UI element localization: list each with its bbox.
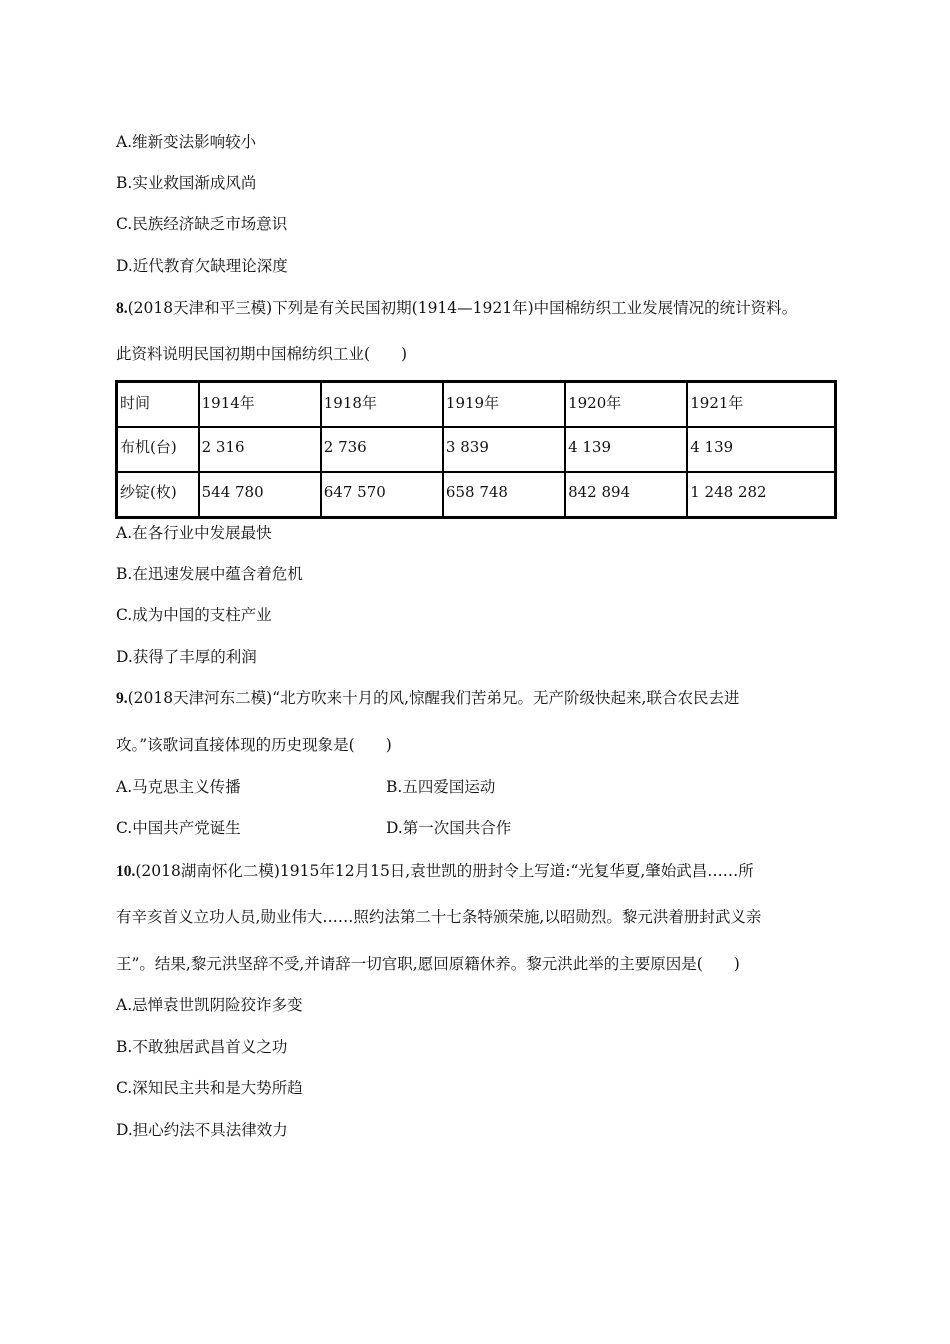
q10-option-c: C.深知民主共和是大势所趋 (116, 1079, 303, 1097)
q9-stem-line2: 攻。”该歌词直接体现的历史现象是( ) (116, 736, 392, 754)
table-cell: 1 248 282 (687, 472, 835, 518)
q8-stem-line1: (2018天津和平三模)下列是有关民国初期(1914—1921年)中国棉纺织工业发展情况的统计资料。 (127, 299, 798, 317)
q8-stem-line2: 此资料说明民国初期中国棉纺织工业( ) (116, 345, 408, 363)
q9-number: 9. (116, 690, 128, 707)
q8-option-c: C.成为中国的支柱产业 (116, 606, 272, 624)
q9-option-b: B.五四爱国运动 (386, 778, 496, 796)
table-cell: 3 839 (443, 427, 565, 472)
q7-option-b: B.实业救国渐成风尚 (116, 174, 257, 192)
table-header-row (117, 382, 836, 428)
table-cell: 544 780 (199, 472, 321, 518)
q8-data-table (115, 380, 837, 519)
table-cell: 2 736 (321, 427, 443, 472)
q10-stem-line3: 王”。结果,黎元洪坚辞不受,并请辞一切官职,愿回原籍休养。黎元洪此举的主要原因是( ) (116, 955, 740, 973)
q7-option-c: C.民族经济缺乏市场意识 (116, 215, 288, 233)
table-header-cell: 1920年 (565, 382, 687, 428)
q10-option-a: A.忌惮袁世凯阴险狡诈多变 (116, 996, 303, 1014)
table-header-cell: 1914年 (199, 382, 321, 428)
q10-stem-line2: 有辛亥首义立功人员,勋业伟大……照约法第二十七条特颁荣施,以昭勋烈。黎元洪着册封武义亲 (116, 908, 762, 926)
table-header-cell: 1921年 (687, 382, 835, 428)
q9-option-a: A.马克思主义传播 (116, 778, 241, 796)
table-cell: 布机(台) (117, 427, 199, 472)
q9-option-d: D.第一次国共合作 (386, 819, 512, 837)
table-cell: 842 894 (565, 472, 687, 518)
table-row (117, 472, 836, 518)
q7-option-a: A.维新变法影响较小 (116, 133, 257, 151)
table-cell: 纱锭(枚) (117, 472, 199, 518)
table-header-cell: 时间 (117, 382, 199, 428)
table-header-cell: 1919年 (443, 382, 565, 428)
table-cell: 647 570 (321, 472, 443, 518)
table-cell: 4 139 (687, 427, 835, 472)
q10-stem-line1: (2018湖南怀化二模)1915年12月15日,袁世凯的册封令上写道:“光复华夏,肇始武昌……所 (135, 862, 754, 880)
q9-option-c: C.中国共产党诞生 (116, 819, 241, 837)
q9-stem (116, 688, 739, 709)
table-cell: 4 139 (565, 427, 687, 472)
q8-option-d: D.获得了丰厚的利润 (116, 648, 257, 666)
q7-option-d: D.近代教育欠缺理论深度 (116, 257, 288, 275)
q10-number: 10. (116, 863, 136, 880)
table-header-cell: 1918年 (321, 382, 443, 428)
q10-stem (116, 861, 754, 882)
q9-stem-line1: (2018天津河东二模)“北方吹来十月的风,惊醒我们苦弟兄。无产阶级快起来,联合农民去进 (127, 689, 740, 707)
q8-number: 8. (116, 300, 128, 317)
table-cell: 2 316 (199, 427, 321, 472)
table-cell: 658 748 (443, 472, 565, 518)
q8-option-a: A.在各行业中发展最快 (116, 524, 272, 542)
q10-option-b: B.不敢独居武昌首义之功 (116, 1038, 288, 1056)
q8-option-b: B.在迅速发展中蕴含着危机 (116, 565, 303, 583)
table-row (117, 427, 836, 472)
q8-stem (116, 298, 797, 319)
q10-option-d: D.担心约法不具法律效力 (116, 1121, 288, 1139)
